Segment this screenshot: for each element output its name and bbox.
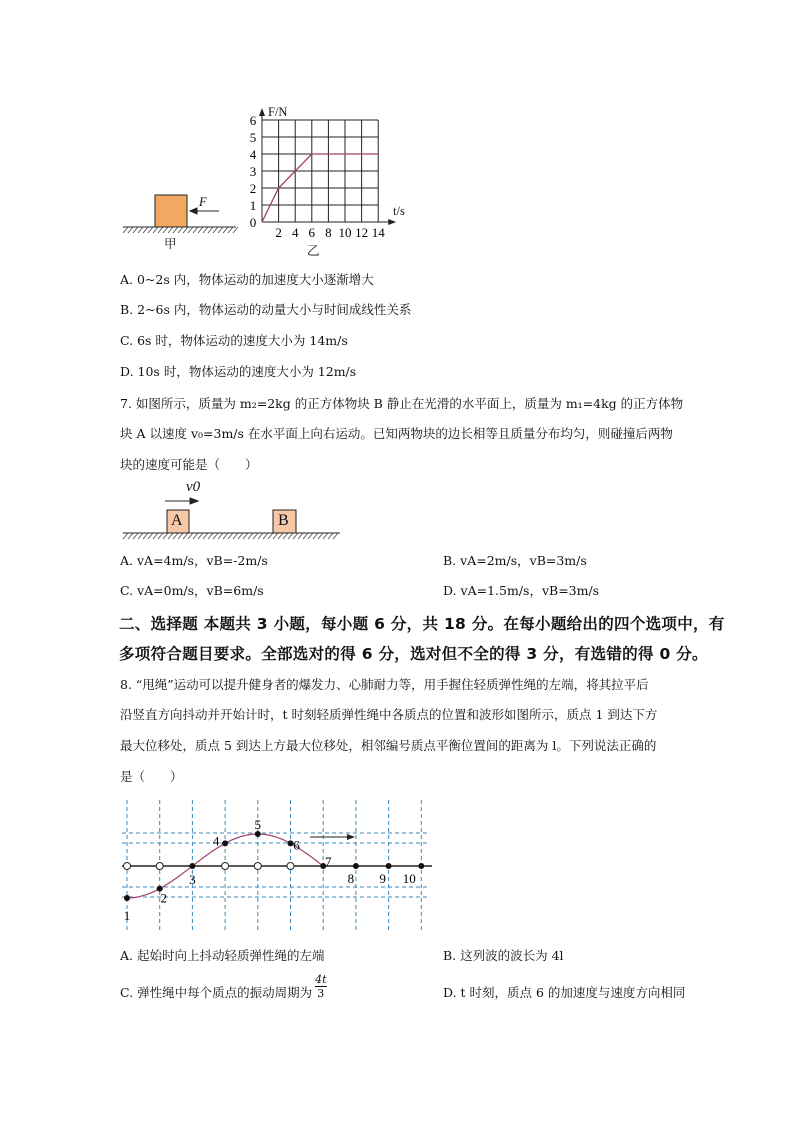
x-tick-label: 4 xyxy=(291,225,299,240)
q7-line: 块的速度可能是（ ） xyxy=(120,457,258,472)
q8-option-c-text: C. 弹性绳中每个质点的振动周期为 xyxy=(120,985,313,1000)
particle-label: 4 xyxy=(212,833,220,849)
q6-option-c: C. 6s 时，物体运动的速度大小为 14m/s xyxy=(120,333,348,348)
q7-line: 块 A 以速度 v₀=3m/s 在水平面上向右运动。已知两物块的边长相等且质量分布均匀，则碰撞后两物 xyxy=(120,426,673,441)
y-tick-label: 5 xyxy=(249,130,257,145)
q8-line: 沿竖直方向抖动并开始计时，t 时刻轻质弹性绳中各质点的位置和波形如图所示，质点 1 到达下方 xyxy=(120,707,658,722)
y-tick-label: 3 xyxy=(249,164,257,179)
y-tick-label: 4 xyxy=(249,147,257,162)
particle-label: 9 xyxy=(379,871,386,886)
particle-label: 1 xyxy=(123,908,131,923)
equilibrium-circle xyxy=(156,863,163,870)
equilibrium-circle xyxy=(124,863,131,870)
y-axis-label: F/N xyxy=(268,105,288,119)
x-tick-label: 12 xyxy=(355,225,369,240)
particle-label: 10 xyxy=(402,871,416,886)
q8-option-a: A. 起始时向上抖动轻质弹性绳的左端 xyxy=(120,948,325,963)
particle-dot xyxy=(353,863,359,869)
particle-label: 2 xyxy=(160,890,167,906)
x-axis-label: t/s xyxy=(393,204,405,218)
section-heading: 多项符合题目要求。全部选对的得 6 分，选对但不全的得 3 分，有选错的得 0 分。 xyxy=(119,645,708,663)
box-caption: 甲 xyxy=(164,236,177,251)
particle-dot xyxy=(418,863,424,869)
q8-line: 是（ ） xyxy=(120,769,183,784)
particle-dot xyxy=(222,840,228,846)
particle-dot xyxy=(189,863,195,869)
y-tick-label: 6 xyxy=(249,113,257,128)
q6-option-b: B. 2~6s 内，物体运动的动量大小与时间成线性关系 xyxy=(120,302,412,317)
q7-option-c: C. vA=0m/s，vB=6m/s xyxy=(120,583,264,598)
particle-dot xyxy=(386,863,392,869)
q8-option-c xyxy=(120,973,327,1001)
block-a-label: A xyxy=(171,512,183,529)
v0-label: v0 xyxy=(186,479,201,495)
x-tick-label: 2 xyxy=(275,225,282,240)
q6-option-d: D. 10s 时，物体运动的速度大小为 12m/s xyxy=(120,364,357,379)
q7-option-a: A. vA=4m/s，vB=-2m/s xyxy=(120,553,268,568)
equilibrium-circle xyxy=(287,863,294,870)
particle-label: 3 xyxy=(189,872,196,887)
particle-label: 7 xyxy=(324,854,332,869)
force-label: F xyxy=(199,195,207,209)
q6-option-a: A. 0~2s 内，物体运动的加速度大小逐渐增大 xyxy=(120,272,374,287)
equilibrium-circle xyxy=(222,863,229,870)
particle-label: 6 xyxy=(293,837,300,853)
y-tick-label: 1 xyxy=(249,198,257,213)
particle-label: 5 xyxy=(254,817,262,832)
q8-line: 8. “甩绳”运动可以提升健身者的爆发力、心肺耐力等，用手握住轻质弹性绳的左端，将其拉平后 xyxy=(120,677,649,692)
propagation-arrowhead xyxy=(347,834,355,840)
block-b-label: B xyxy=(278,512,289,529)
y-tick-label: 0 xyxy=(249,215,257,230)
graph-caption: 乙 xyxy=(307,243,320,258)
q7-option-b: B. vA=2m/s，vB=3m/s xyxy=(443,553,587,568)
equilibrium-circle xyxy=(254,863,261,870)
q7-option-d: D. vA=1.5m/s，vB=3m/s xyxy=(443,583,600,598)
x-tick-label: 8 xyxy=(325,225,332,240)
y-tick-label: 2 xyxy=(249,181,257,196)
q8-line: 最大位移处，质点 5 到达上方最大位移处，相邻编号质点平衡位置间的距离为 l。下列说法正确的 xyxy=(120,738,657,753)
q8-option-b: B. 这列波的波长为 4l xyxy=(443,948,564,963)
x-tick-label: 6 xyxy=(308,225,316,240)
q8-option-d: D. t 时刻，质点 6 的加速度与速度方向相同 xyxy=(443,985,686,1000)
q7-line: 7. 如图所示，质量为 m₂=2kg 的正方体物块 B 静止在光滑的水平面上，质量为 m₁=4kg 的正方体物 xyxy=(120,396,684,411)
x-tick-label: 10 xyxy=(338,225,352,240)
fraction xyxy=(315,973,326,1000)
particle-label: 8 xyxy=(347,871,355,886)
fraction-denominator: 3 xyxy=(317,987,325,1000)
section-heading: 二、选择题 本题共 3 小题，每小题 6 分，共 18 分。在每小题给出的四个选项中，有 xyxy=(119,615,725,633)
x-tick-label: 14 xyxy=(371,225,385,240)
fraction-numerator: 4t xyxy=(315,973,327,986)
particle-dot xyxy=(124,895,130,901)
